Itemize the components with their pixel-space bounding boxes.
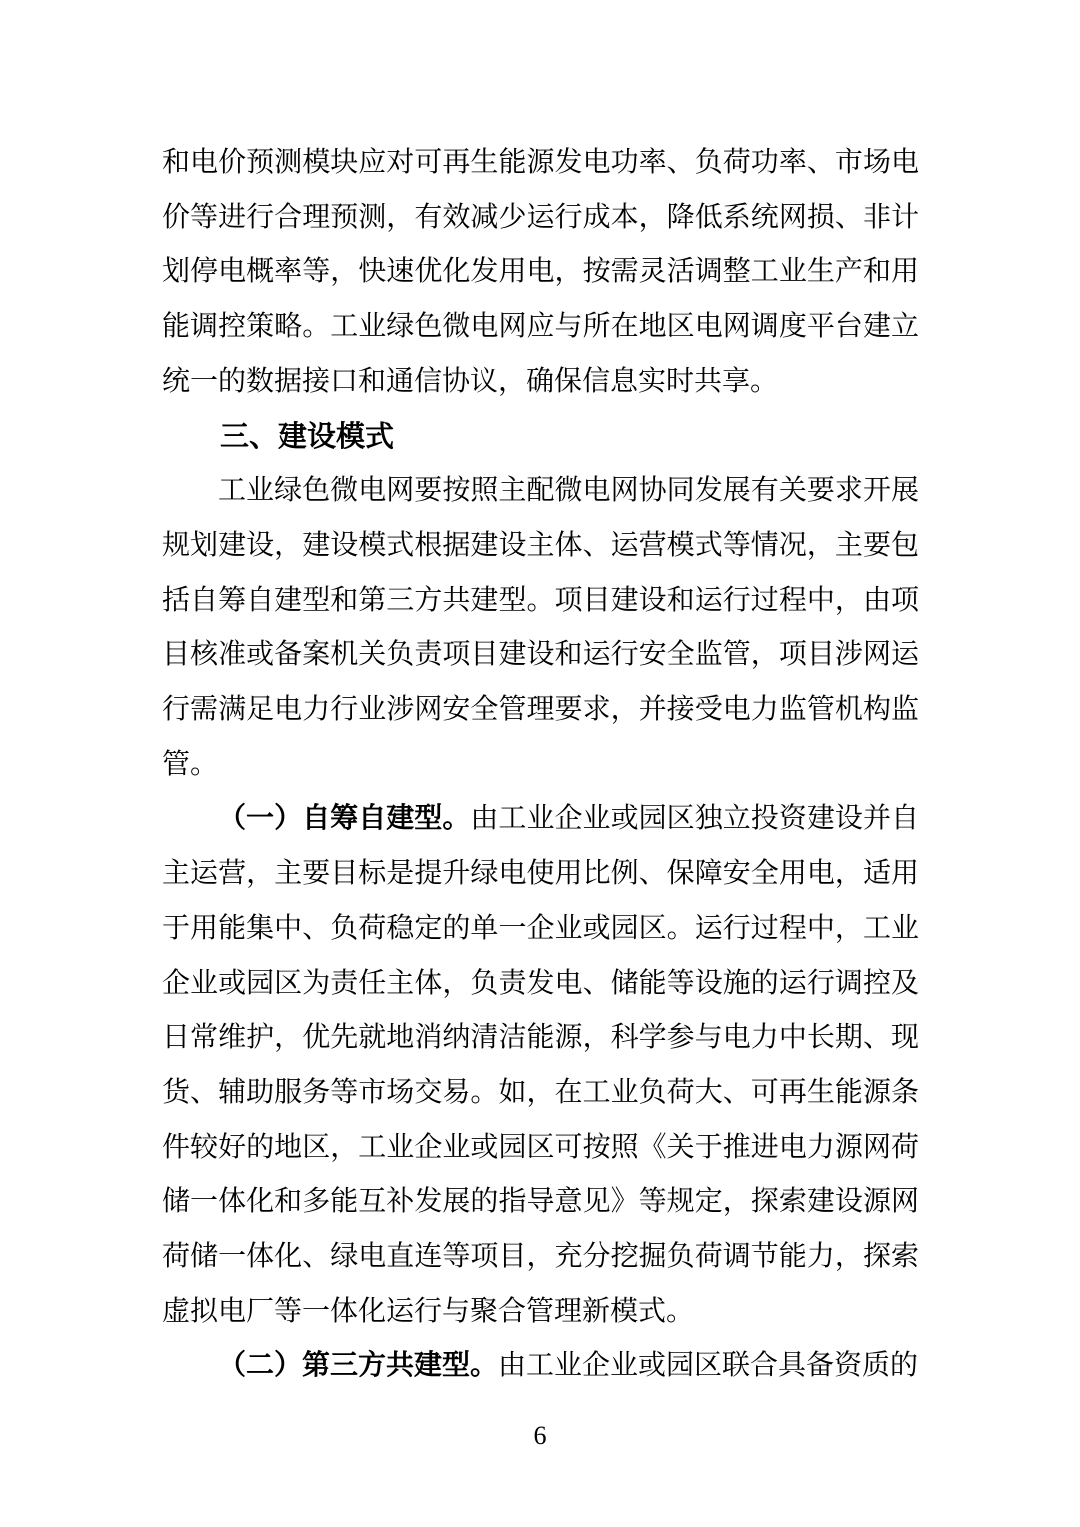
document-body xyxy=(162,136,919,1394)
item-two-paragraph xyxy=(162,1339,919,1394)
continuation-paragraph: 和电价预测模块应对可再生能源发电功率、负荷功率、市场电价等进行合理预测，有效减少运行成本，降低系统网损、非计划停电概率等，快速优化发用电，按需灵活调整工业生产和用能调控策略。工业绿色微电网应与所在地区电网调度平台建立统一的数据接口和通信协议，确保信息实时共享。 xyxy=(162,147,919,397)
item-one-label: （一）自筹自建型。 xyxy=(218,803,471,835)
item-one-paragraph xyxy=(162,792,919,1339)
item-two-label: （二）第三方共建型。 xyxy=(218,1350,499,1382)
item-one-body: 由工业企业或园区独立投资建设并自主运营，主要目标是提升绿电使用比例、保障安全用电，适用于用能集中、负荷稳定的单一企业或园区。运行过程中，工业企业或园区为责任主体，负责发电、储能等设施的运行调控及日常维护，优先就地消纳清洁能源，科学参与电力中长期、现货、辅助服务等市场交易。如，在工业负荷大、可再生能源条件较好的地区，工业企业或园区可按照《关于推进电力源网荷储一体化和多能互补发展的指导意见》等规定，探索建设源网荷储一体化、绿电直连等项目，充分挖掘负荷调节能力，探索虚拟电厂等一体化运行与聚合管理新模式。 xyxy=(162,803,919,1327)
page-number: 6 xyxy=(533,1421,547,1450)
section-intro-paragraph: 工业绿色微电网要按照主配微电网协同发展有关要求开展规划建设，建设模式根据建设主体、运营模式等情况，主要包括自筹自建型和第三方共建型。项目建设和运行过程中，由项目核准或备案机关负责项目建设和运行安全监管，项目涉网运行需满足电力行业涉网安全管理要求，并接受电力监管机构监管。 xyxy=(162,475,919,780)
item-two-body: 由工业企业或园区联合具备资质的 xyxy=(498,1350,919,1382)
section-heading: 三、建设模式 xyxy=(220,420,395,453)
